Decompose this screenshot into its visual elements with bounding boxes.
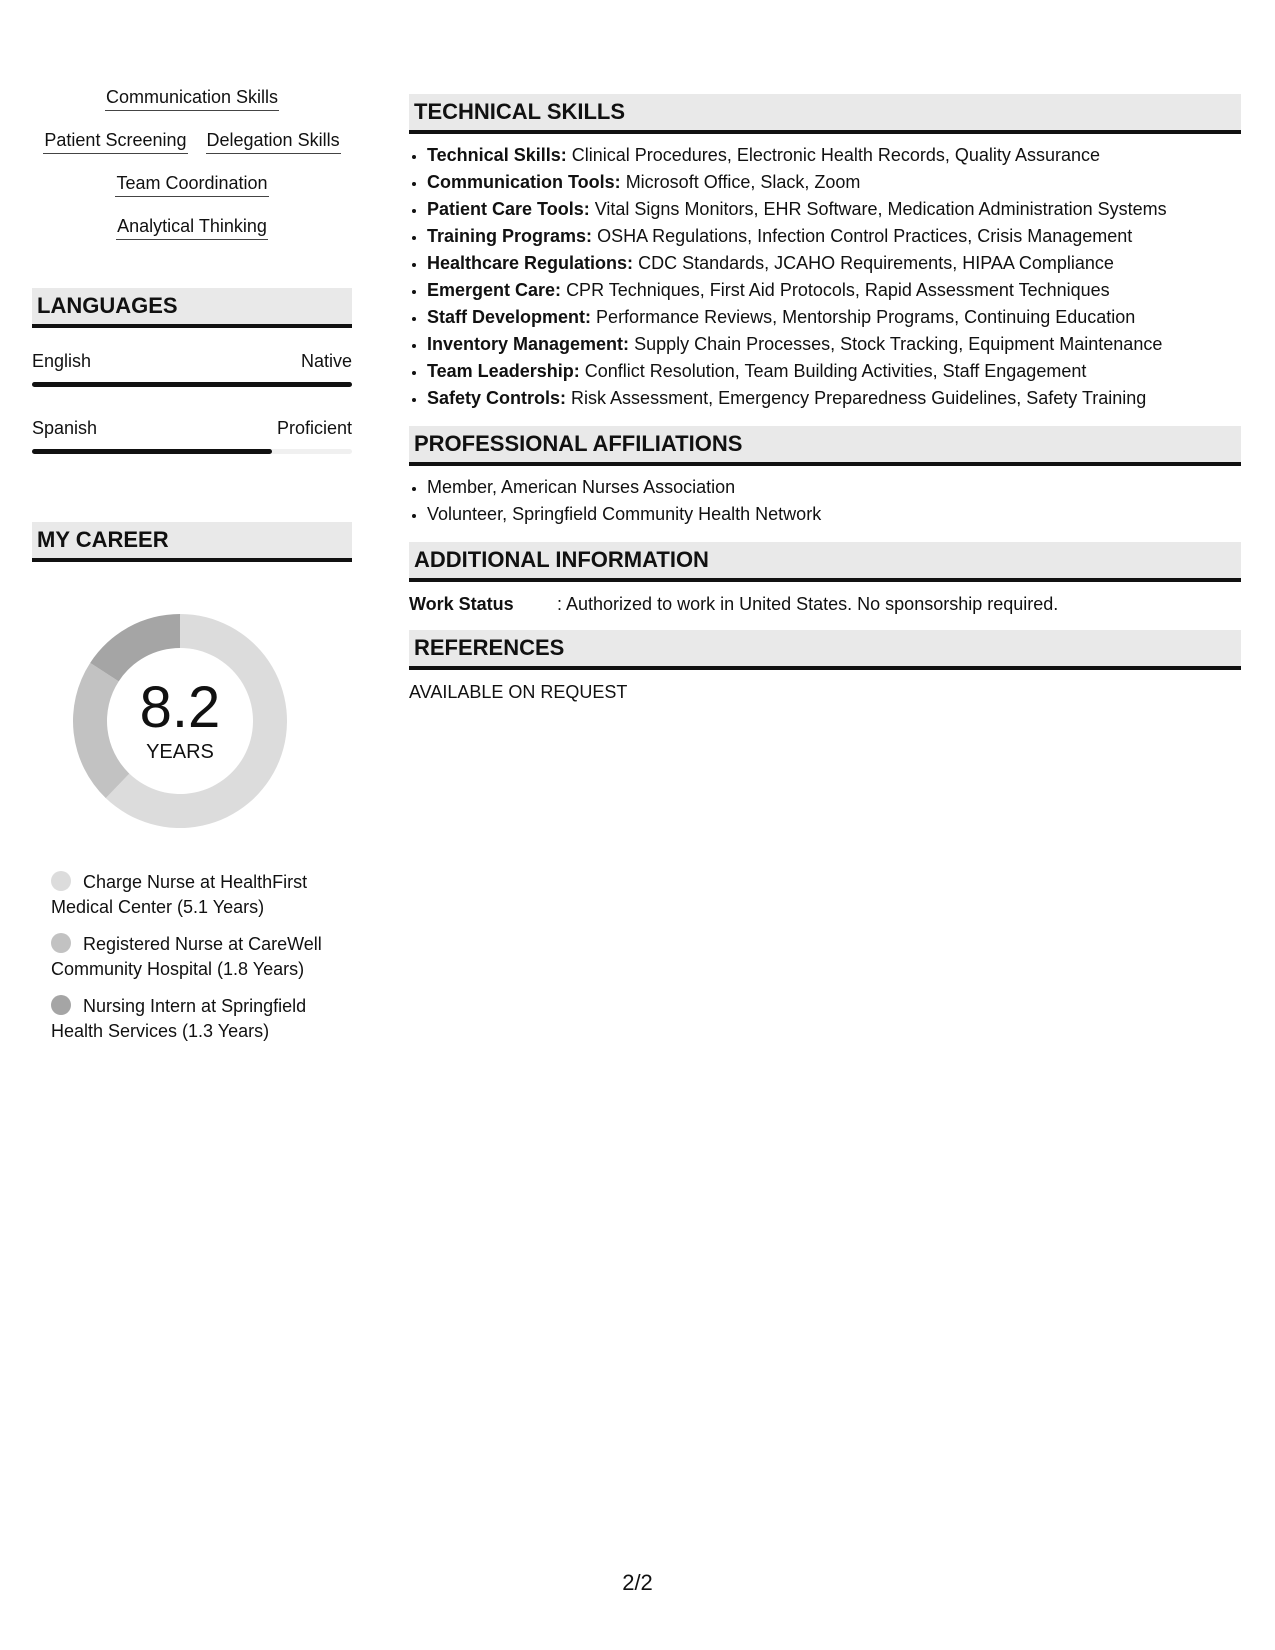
list-item bbox=[427, 250, 1241, 277]
skill-category: Healthcare Regulations: bbox=[427, 253, 634, 273]
references-section bbox=[409, 630, 1241, 704]
skill-row bbox=[32, 129, 352, 154]
list-item bbox=[427, 358, 1241, 385]
skill-category: Inventory Management: bbox=[427, 334, 630, 354]
legend-item bbox=[51, 870, 331, 920]
skill-category: Communication Tools: bbox=[427, 172, 621, 192]
skill-category: Training Programs: bbox=[427, 226, 593, 246]
skill-category: Emergent Care: bbox=[427, 280, 562, 300]
left-column bbox=[32, 86, 352, 1056]
right-column bbox=[409, 94, 1241, 718]
references-heading: REFERENCES bbox=[409, 630, 1241, 670]
skill-detail: Supply Chain Processes, Stock Tracking, Equipment Maintenance bbox=[634, 334, 1163, 354]
skill-row bbox=[32, 215, 352, 240]
language-bar-fill bbox=[32, 382, 352, 387]
language-level: Native bbox=[300, 351, 352, 371]
skill-tag: Team Coordination bbox=[115, 172, 268, 197]
skill-category: Technical Skills: bbox=[427, 145, 567, 165]
legend-dot-icon bbox=[51, 871, 71, 891]
affiliations-list bbox=[409, 474, 1241, 528]
legend-label: Registered Nurse at CareWell Community Hospital (1.8 Years) bbox=[51, 934, 322, 979]
legend-label: Charge Nurse at HealthFirst Medical Center (5.1 Years) bbox=[51, 872, 308, 917]
skill-tag: Analytical Thinking bbox=[116, 215, 268, 240]
skill-detail: OSHA Regulations, Infection Control Practices, Crisis Management bbox=[597, 226, 1133, 246]
skill-detail: Performance Reviews, Mentorship Programs, Continuing Education bbox=[596, 307, 1136, 327]
work-status-value: : Authorized to work in United States. No sponsorship required. bbox=[557, 594, 1059, 614]
additional-info-heading: ADDITIONAL INFORMATION bbox=[409, 542, 1241, 582]
list-item bbox=[427, 142, 1241, 169]
additional-info-section bbox=[409, 542, 1241, 616]
list-item bbox=[427, 277, 1241, 304]
skill-tag: Communication Skills bbox=[105, 86, 279, 111]
career-total-unit: YEARS bbox=[146, 741, 214, 763]
list-item bbox=[427, 304, 1241, 331]
skill-detail: Microsoft Office, Slack, Zoom bbox=[625, 172, 861, 192]
career-donut-chart bbox=[65, 606, 295, 836]
skill-detail: Vital Signs Monitors, EHR Software, Medication Administration Systems bbox=[594, 199, 1167, 219]
languages-heading: LANGUAGES bbox=[32, 288, 352, 328]
page-number: 2/2 bbox=[622, 1570, 653, 1595]
skill-tags bbox=[32, 86, 352, 240]
affiliations-section bbox=[409, 426, 1241, 528]
skill-detail: Clinical Procedures, Electronic Health Records, Quality Assurance bbox=[571, 145, 1100, 165]
legend-item bbox=[51, 932, 331, 982]
skill-category: Safety Controls: bbox=[427, 388, 567, 408]
skill-tag: Patient Screening bbox=[43, 129, 187, 154]
language-bar-track bbox=[32, 382, 352, 387]
legend-item bbox=[51, 994, 331, 1044]
list-item bbox=[427, 169, 1241, 196]
legend-dot-icon bbox=[51, 995, 71, 1015]
skill-row bbox=[32, 86, 352, 111]
skill-detail: CDC Standards, JCAHO Requirements, HIPAA Compliance bbox=[638, 253, 1114, 273]
affiliations-heading: PROFESSIONAL AFFILIATIONS bbox=[409, 426, 1241, 466]
language-item bbox=[32, 417, 352, 454]
legend-label: Nursing Intern at Springfield Health Services (1.3 Years) bbox=[51, 996, 307, 1041]
list-item: • Volunteer, Springfield Community Health Network bbox=[427, 501, 1241, 528]
career-legend bbox=[51, 870, 331, 1044]
list-item bbox=[427, 385, 1241, 412]
skill-category: Patient Care Tools: bbox=[427, 199, 590, 219]
skill-detail: CPR Techniques, First Aid Protocols, Rapid Assessment Techniques bbox=[566, 280, 1110, 300]
technical-skills-section bbox=[409, 94, 1241, 412]
language-bar-track bbox=[32, 449, 352, 454]
work-status-label: Work Status bbox=[409, 594, 514, 614]
technical-skills-heading: TECHNICAL SKILLS bbox=[409, 94, 1241, 134]
list-item: • Member, American Nurses Association bbox=[427, 474, 1241, 501]
list-item bbox=[427, 196, 1241, 223]
career-heading: MY CAREER bbox=[32, 522, 352, 562]
skill-category: Staff Development: bbox=[427, 307, 592, 327]
language-item bbox=[32, 350, 352, 387]
technical-skills-list bbox=[409, 142, 1241, 412]
language-name: English bbox=[32, 351, 92, 371]
skill-tag: Delegation Skills bbox=[206, 129, 341, 154]
references-text: AVAILABLE ON REQUEST bbox=[409, 682, 628, 702]
language-bar-fill bbox=[32, 449, 272, 454]
skill-detail: Conflict Resolution, Team Building Activities, Staff Engagement bbox=[584, 361, 1087, 381]
skill-row bbox=[32, 172, 352, 197]
list-item bbox=[427, 331, 1241, 358]
skill-detail: Risk Assessment, Emergency Preparedness Guidelines, Safety Training bbox=[571, 388, 1147, 408]
skill-category: Team Leadership: bbox=[427, 361, 580, 381]
language-name: Spanish bbox=[32, 418, 98, 438]
list-item bbox=[427, 223, 1241, 250]
career-total-years: 8.2 bbox=[139, 675, 221, 740]
legend-dot-icon bbox=[51, 933, 71, 953]
language-level: Proficient bbox=[276, 418, 352, 438]
